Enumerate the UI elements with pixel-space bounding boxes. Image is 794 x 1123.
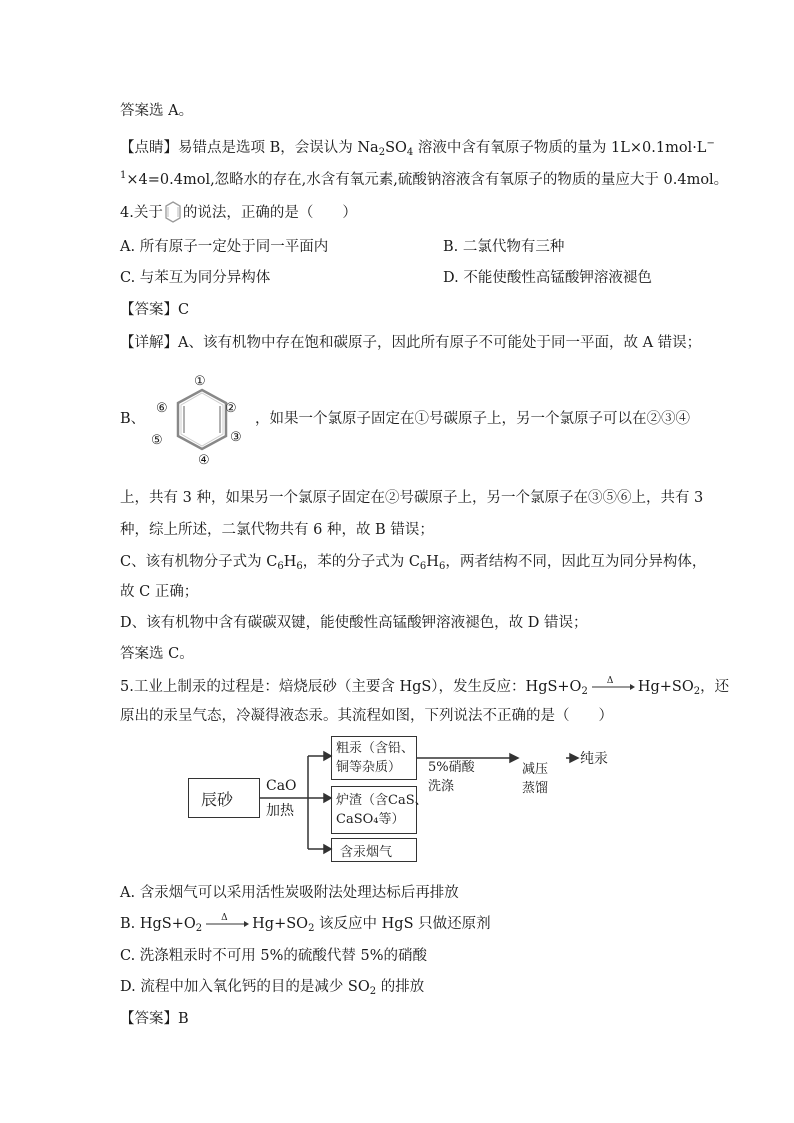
q5-option-b: B. $HgS+O_2$ Δ $Hg+SO_2$ 该反应中 HgS 只做还原剂 [120, 913, 491, 934]
q5-option-d: D. 流程中加入氧化钙的目的是减少 $SO_2$ 的排放 [120, 979, 425, 997]
vacuum-distillation-label: 减压 蒸馏 [522, 762, 549, 796]
carbon-number-1: ① [194, 374, 206, 389]
q5-answer: 【答案】B [120, 1011, 189, 1027]
pure-mercury-label: 纯汞 [580, 751, 608, 767]
numbered-hexagon-structure [150, 370, 250, 470]
crude-mercury-box: 粗汞（含铅、 铜等杂质） [331, 736, 417, 780]
cinnabar-box: 辰砂 [188, 778, 260, 818]
carbon-number-4: ④ [198, 453, 210, 468]
question-5-stem: 5.工业上制汞的过程是：焙烧辰砂（主要含 HgS），发生反应：$HgS+O_2$ Δ $Hg+SO_2$，还 [120, 676, 730, 697]
hexagon-structure-icon [165, 201, 181, 223]
q4-detail-a: 【详解】A、该有机物中存在饱和碳原子，因此所有原子不可能处于同一平面，故 A 错误； [120, 335, 702, 351]
mercury-process-flowchart [188, 736, 618, 868]
cao-label: CaO [266, 778, 297, 794]
q4-option-a: A. 所有原子一定处于同一平面内 [120, 239, 329, 255]
q4-option-c: C. 与苯互为同分异构体 [120, 270, 271, 286]
carbon-number-3: ③ [230, 430, 242, 445]
mercury-fume-box: 含汞烟气 [331, 838, 417, 862]
tip-line-1: 【点睛】易错点是选项 B，会误认为 $Na_2SO_4$ 溶液中含有氧原子物质的量为 1L×0.1mol·L− [120, 138, 715, 158]
question-4-stem: 4.关于 的说法，正确的是（ ） [120, 201, 357, 223]
q4-detail-d: D、该有机物中含有碳碳双键，能使酸性高锰酸钾溶液褪色，故 D 错误； [120, 615, 588, 631]
tip-line-2: $^1$×4=0.4mol,忽略水的存在,水含有氧元素,硫酸钠溶液含有氧原子的物质的量应大于 0.4mol。 [120, 170, 729, 188]
q4-option-b: B. 二氯代物有三种 [443, 239, 565, 255]
heat-arrow-icon: Δ [590, 678, 636, 692]
question-5-stem-line2: 原出的汞呈气态，冷凝得液态汞。其流程如图，下列说法不正确的是（ ） [120, 708, 613, 724]
q4-detail-c: C、该有机物分子式为 $C_6H_6$，苯的分子式为 $C_6H_6$，两者结构不同，因此互为同分异构体， [120, 554, 707, 572]
q4-option-d: D. 不能使酸性高锰酸钾溶液褪色 [443, 270, 652, 286]
answer-line-prev: 答案选 A。 [120, 103, 194, 119]
carbon-number-6: ⑥ [156, 401, 168, 416]
carbon-number-2: ② [225, 401, 237, 416]
q4-detail-b-line3: 种，综上所述，二氯代物共有 6 种，故 B 错误； [120, 522, 434, 538]
q4-detail-b-line2: 上，共有 3 种，如果另一个氯原子固定在②号碳原子上，另一个氯原子在③⑤⑥上，共有 3 [120, 490, 704, 506]
q5-option-c: C. 洗涤粗汞时不可用 5%的硫酸代替 5%的硝酸 [120, 948, 428, 964]
q4-detail-c-line2: 故 C 正确； [120, 584, 199, 600]
q4-final-answer: 答案选 C。 [120, 646, 194, 662]
q5-option-a: A. 含汞烟气可以采用活性炭吸附法处理达标后再排放 [120, 885, 459, 901]
heat-arrow-icon: Δ [204, 915, 250, 929]
nitric-acid-wash-label: 5%硝酸 洗涤 [428, 760, 475, 794]
carbon-number-5: ⑤ [151, 433, 163, 448]
heat-label: 加热 [266, 803, 294, 819]
slag-box: 炉渣（含CaS、 CaSO₄等） [331, 786, 417, 834]
q4-detail-b-label: B、 [120, 411, 146, 427]
q4-answer: 【答案】C [120, 302, 190, 318]
q4-detail-b-text: ，如果一个氯原子固定在①号碳原子上，另一个氯原子可以在②③④ [255, 411, 690, 427]
